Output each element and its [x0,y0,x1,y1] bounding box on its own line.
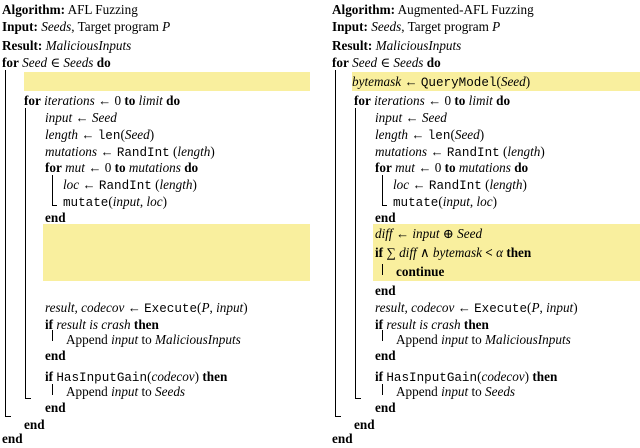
mutate-line: mutate(input, loc) [63,194,167,210]
for-iterations-line: for iterations ← 0 to limit do [354,93,511,108]
for-block-bar [5,70,6,416]
for-block-hook [335,416,341,417]
append-malicious-line: Append input to MaliciousInputs [396,332,571,347]
length-assign-line: length ← len(Seed) [375,127,485,143]
mut-block-hook [382,205,387,206]
result-line: Result: MaliciousInputs [2,38,132,53]
highlight-empty-2 [43,224,310,243]
mutations-assign-line: mutations ← RandInt (length) [45,144,215,160]
loc-assign-line: loc ← RandInt (length) [63,177,197,193]
end-mut-line: end [45,210,66,225]
mut-block-bar [382,175,383,205]
execute-line: result, codecov ← Execute(P, input) [45,300,248,316]
end-iter-line: end [354,417,375,432]
execute-line: result, codecov ← Execute(P, input) [375,300,578,316]
iter-block-hook [25,398,31,399]
highlight-empty-3 [43,243,310,262]
input-assign-line: input ← Seed [45,110,117,125]
length-assign-line: length ← len(Seed) [45,127,155,143]
append-seeds-line: Append input to Seeds [396,384,516,399]
highlight-empty-4 [43,262,310,281]
for-iterations-line: for iterations ← 0 to limit do [24,93,181,108]
if-gain-line: if HasInputGain(codecov) then [45,369,228,385]
mut-block-hook [52,205,57,206]
mut-block-bar [52,175,53,205]
iter-block-bar [355,108,356,398]
end-if-crash-line: end [45,348,66,363]
input-assign-line: input ← Seed [375,110,447,125]
for-seed-line: for Seed ∈ Seeds do [332,55,441,70]
for-block-bar [335,70,336,416]
end-mut-line: end [375,210,396,225]
result-line: Result: MaliciousInputs [332,38,462,53]
bytemask-assign-line: bytemask ← QueryModel(Seed) [352,74,531,90]
augmented-afl-algorithm-panel [330,0,640,446]
end-iter-line: end [24,417,45,432]
iter-block-bar [25,108,26,398]
end-if-sum-line: end [375,283,396,298]
for-seed-line: for Seed ∈ Seeds do [2,55,111,70]
algorithm-header: Algorithm: Augmented-AFL Fuzzing [332,2,534,17]
iter-block-hook [355,398,361,399]
append-seeds-line: Append input to Seeds [66,384,186,399]
end-for-line: end [332,431,353,446]
if-gain-line: if HasInputGain(codecov) then [375,369,558,385]
afl-algorithm-panel [0,0,310,446]
end-if-gain-line: end [45,400,66,415]
if-crash-line: if result is crash then [45,317,159,332]
for-mut-line: for mut ← 0 to mutations do [45,160,199,175]
diff-assign-line: diff ← input ⊕ Seed [375,226,483,241]
end-for-line: end [2,431,23,446]
input-line: Input: Seeds, Target program P [2,19,171,34]
loc-assign-line: loc ← RandInt (length) [393,177,527,193]
if-crash-line: if result is crash then [375,317,489,332]
continue-line: continue [396,264,445,279]
input-line: Input: Seeds, Target program P [332,19,501,34]
mutate-line: mutate(input, loc) [393,194,497,210]
if-sum-line: if ∑ diff ∧ bytemask < α then [375,245,532,260]
highlight-empty-1 [24,72,310,91]
mutations-assign-line: mutations ← RandInt (length) [375,144,545,160]
append-malicious-line: Append input to MaliciousInputs [66,332,241,347]
end-if-crash-line: end [375,348,396,363]
continue-block-bar [382,264,383,275]
for-block-hook [5,416,11,417]
algorithm-header: Algorithm: AFL Fuzzing [2,2,138,17]
end-if-gain-line: end [375,400,396,415]
for-mut-line: for mut ← 0 to mutations do [375,160,529,175]
